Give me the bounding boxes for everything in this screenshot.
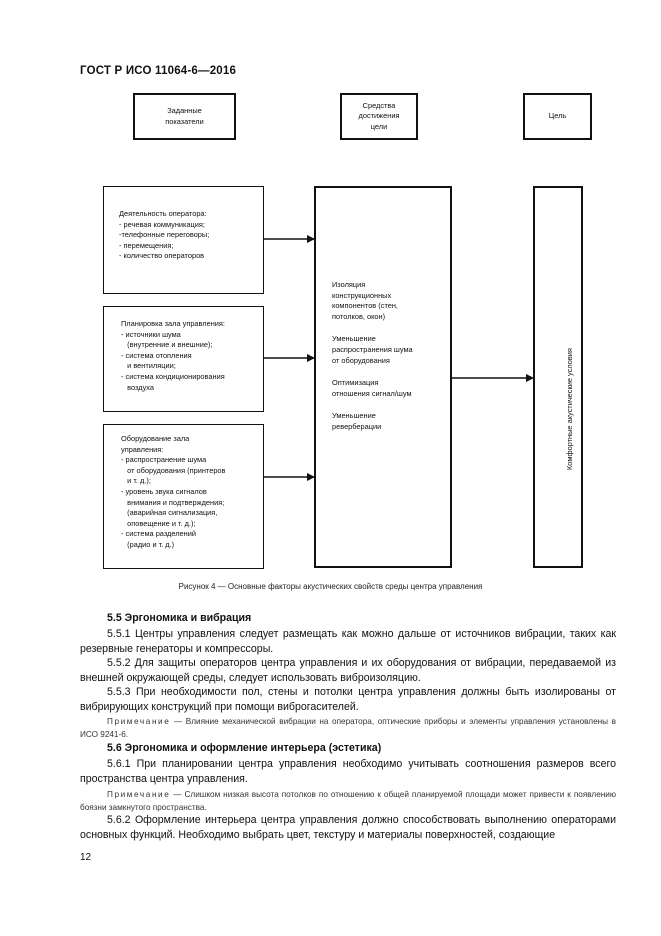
para-5-5-3: 5.5.3 При необходимости пол, стены и потолки центра управления должны быть изолированы от вибрирующих конструкций при помощи виброгасителей. (80, 686, 616, 713)
means-item-line: отношения сигнал/шум (332, 388, 412, 398)
means-item-line: компонентов (стен, (332, 301, 398, 311)
box_layout-line: воздуха (121, 382, 154, 392)
para-5-6-2: 5.6.2 Оформление интерьера центра управления должно способствовать выполнению операторами основных функций. Необходимо выбрать цвет, текстуру и материалы поверхностей, создающие (80, 814, 616, 841)
section-5-5-heading: 5.5 Эргономика и вибрация (107, 612, 252, 624)
note-1-text: — Влияние механической вибрации на оператора, оптические приборы и элементы управления установлены в ИСО 9241-6. (80, 717, 616, 739)
box-goal (523, 93, 592, 140)
means-item-line: конструкционных (332, 290, 392, 300)
box-comfortable-acoustics (533, 186, 583, 568)
note-1-label: Примечание (107, 717, 171, 726)
note-2-text: — Слишком низкая высота потолков по отношению к общей планируемой площади может привести к появлению боязни замкнутого пространства. (80, 790, 616, 812)
section-5-6-heading: 5.6 Эргономика и оформление интерьера (эстетика) (107, 742, 382, 754)
box_equipment-line: - система разделений (121, 529, 196, 539)
box_operator-line: - перемещения; (119, 240, 174, 250)
means-item-line: от оборудования (332, 355, 390, 365)
goal-vertical-label: Комфортные акустические условия (565, 348, 574, 470)
means-item (332, 280, 413, 322)
box_goal-line: Цель (548, 111, 567, 121)
box_means-line: цели (370, 121, 388, 131)
box_equipment-line: от оборудования (принтеров (121, 465, 226, 475)
box_equipment-line: (радио и т. д.) (121, 539, 175, 549)
box_equipment-line: и т. д.); (121, 476, 151, 486)
box_operator-line: -телефонные переговоры; (119, 230, 210, 240)
box-control-room-layout (103, 306, 264, 412)
box_layout-line: Планировка зала управления: (121, 319, 225, 328)
means-item-line: Уменьшение (332, 334, 376, 344)
para-5-5-2: 5.5.2 Для защиты операторов центра управления и их оборудования от вибрации, передаваемой из внешней окружающей среды, следует использовать виброизоляцию. (80, 657, 616, 684)
page-number: 12 (80, 852, 92, 863)
box_given-line: показатели (165, 116, 204, 126)
box_equipment-line: Оборудование зала (121, 434, 190, 443)
means-item (332, 334, 413, 366)
box_operator-line: Деятельность оператора: (119, 209, 207, 218)
document-header: ГОСТ Р ИСО 11064-6—2016 (80, 65, 237, 77)
box-means-list (314, 186, 452, 568)
box-means (340, 93, 418, 140)
box_equipment-line: внимания и подтверждения; (121, 497, 225, 507)
means-item (332, 378, 413, 399)
means-item-line: распространения шума (332, 344, 413, 354)
means-item-line: Оптимизация (332, 378, 379, 388)
box_operator-line: - количество операторов (119, 251, 205, 261)
means-item-line: Изоляция (332, 280, 366, 289)
means-item-line: реверберации (332, 421, 382, 431)
means-item-line: потолков, окон) (332, 311, 386, 321)
box-operator-activity (103, 186, 264, 294)
box_layout-line: - система отопления (121, 350, 192, 360)
box_equipment-line: (аварийная сигнализация, (121, 508, 218, 518)
box_equipment-line: - уровень звука сигналов (121, 486, 207, 496)
box_equipment-line: - распространение шума (121, 455, 207, 465)
box-control-room-equipment (103, 424, 264, 569)
note-2 (80, 789, 616, 814)
box_layout-line: - источники шума (121, 329, 181, 339)
box_given-line: Заданные (167, 105, 202, 115)
para-5-5-1: 5.5.1 Центры управления следует размещать как можно дальше от источников вибрации, таких как резервные генераторы и компрессоры. (80, 628, 616, 655)
box_equipment-line: управления: (121, 444, 164, 454)
para-5-6-1: 5.6.1 При планировании центра управления необходимо учитывать соотношения размеров всего пространства центра управления. (80, 758, 616, 785)
box_layout-line: и вентиляции; (121, 361, 176, 371)
means-item (332, 411, 413, 432)
note-2-label: Примечание (107, 790, 171, 799)
box_equipment-line: оповещение и т. д.); (121, 518, 196, 528)
box_means-line: достижения (358, 111, 400, 121)
box_layout-line: - система кондиционирования (121, 371, 225, 381)
box-given-indicators (133, 93, 236, 140)
box_means-line: Средства (362, 100, 396, 110)
box_operator-line: - речевая коммуникация; (119, 219, 205, 229)
means-item-line: Уменьшение (332, 411, 376, 421)
box_layout-line: (внутренние и внешние); (121, 340, 213, 350)
note-1 (80, 716, 616, 741)
figure-caption: Рисунок 4 — Основные факторы акустических свойств среды центра управления (178, 582, 483, 591)
